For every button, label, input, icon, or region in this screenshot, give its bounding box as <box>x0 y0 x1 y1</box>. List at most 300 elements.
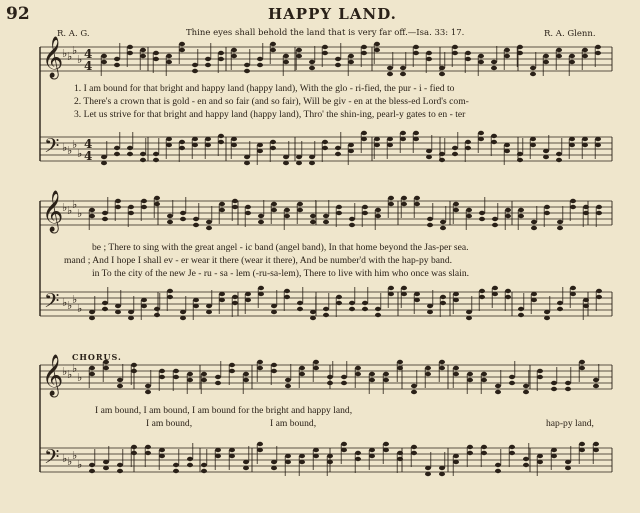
system1-treble-note <box>348 60 354 64</box>
system3-bass-note <box>579 448 585 452</box>
system2-treble-note <box>466 208 472 212</box>
system1-bass-note <box>114 146 120 150</box>
system3-treble-key-signature: ♭ <box>62 365 68 378</box>
system2-treble-note <box>128 205 134 209</box>
system3-treble-note <box>425 372 431 376</box>
system3-treble-note <box>397 360 403 364</box>
system3-bass-note <box>145 451 151 455</box>
system1-treble-note <box>335 57 341 61</box>
system1-bass-note <box>413 137 419 141</box>
system2-treble-note <box>414 196 420 200</box>
system2-bass-note <box>362 301 368 305</box>
system3-bass-note <box>397 457 403 461</box>
system1-bass-note <box>140 152 146 156</box>
system1-bass-note <box>257 149 263 153</box>
system1-treble-note <box>322 45 328 49</box>
system2-verse3: in To the city of the new Je - ru - sa - lem (-ru-sa-lem), There to live with him who once was slain. <box>92 268 470 279</box>
system2-bass-note <box>284 289 290 293</box>
system2-bass-note <box>570 292 576 296</box>
system1-bass-note <box>335 152 341 156</box>
system2-treble-note <box>245 205 251 209</box>
system3-treble-note <box>355 372 361 376</box>
system1-bass-note <box>244 155 250 159</box>
system2-treble-note <box>102 217 108 221</box>
system2-bass-note <box>583 298 589 302</box>
system2-bass-note <box>323 307 329 311</box>
system1-bass-note <box>283 161 289 165</box>
system2-treble-note <box>232 205 238 209</box>
system2-bass-note <box>427 310 433 314</box>
system1-treble-note <box>387 72 393 76</box>
system3-bass-note <box>117 469 123 473</box>
system3-bass-note <box>257 448 263 452</box>
system3-bass-note <box>313 454 319 458</box>
system3-bass-note <box>89 469 95 473</box>
system1-treble-note <box>192 69 198 73</box>
system2-treble-note <box>401 196 407 200</box>
system3-treble-note <box>495 390 501 394</box>
system2-bass-key-signature: ♭ <box>77 302 83 315</box>
system3-treble-note <box>159 375 165 379</box>
system3-bass-note <box>201 469 207 473</box>
system3-bass-key-signature: ♭ <box>77 458 83 471</box>
system3-bass-note <box>411 445 417 449</box>
system3-treble-note <box>551 387 557 391</box>
system2-treble-key-signature: ♭ <box>62 201 68 214</box>
system1-bass-note <box>465 146 471 150</box>
system1-bass-note <box>478 131 484 135</box>
system2-treble-note <box>154 196 160 200</box>
system1-treble-note <box>400 66 406 70</box>
system2-treble-note <box>440 226 446 230</box>
system1-bass-note <box>413 131 419 135</box>
system3-bass-note <box>467 445 473 449</box>
system1-treble-time-signature: 4 <box>84 59 93 73</box>
system1-treble-note <box>452 51 458 55</box>
system1-treble-key-signature: ♭ <box>62 47 68 60</box>
system3-treble-note <box>523 384 529 388</box>
system1-bass-note <box>569 137 575 141</box>
system3-bass-note <box>257 442 263 446</box>
system1-bass-note <box>361 137 367 141</box>
system2-bass-note <box>349 301 355 305</box>
system2-treble-note <box>362 211 368 215</box>
system2-bass-note <box>375 313 381 317</box>
system1-bass-note <box>322 140 328 144</box>
system2-treble-note <box>232 199 238 203</box>
system1-bass-note <box>426 149 432 153</box>
system1-treble-note <box>504 48 510 52</box>
system2-treble-note <box>206 220 212 224</box>
system3-treble-note <box>229 363 235 367</box>
system2-treble-key-signature: ♭ <box>72 198 78 211</box>
system1-bass-note <box>166 137 172 141</box>
system1-bass-note <box>504 149 510 153</box>
system2-bass-note <box>466 310 472 314</box>
system1-treble-note <box>140 54 146 58</box>
system1-treble-note <box>218 51 224 55</box>
system2-treble-note <box>531 220 537 224</box>
system2-treble-note <box>557 220 563 224</box>
system2-bass-note <box>284 295 290 299</box>
system1-treble-note <box>556 54 562 58</box>
system3-treble-note <box>355 366 361 370</box>
system1-treble-note <box>283 60 289 64</box>
system1-bass-note <box>153 152 159 156</box>
system3-treble-key-signature: ♭ <box>67 368 73 381</box>
system1-bass-note <box>582 137 588 141</box>
system3-bass-note <box>201 463 207 467</box>
system3-treble-note <box>313 360 319 364</box>
system2-bass-note <box>232 301 238 305</box>
system2-verse2: mand ; And I hope I shall ev - er wear it there (wear it there), And be number'd with the hap-py band. <box>64 255 453 266</box>
system3-bass-note <box>593 448 599 452</box>
system2-bass-note <box>167 289 173 293</box>
system1-bass-key-signature: ♭ <box>67 144 73 157</box>
system1-treble-note <box>127 45 133 49</box>
system3-bass-note <box>131 451 137 455</box>
system2-treble-note <box>388 202 394 206</box>
system2-treble-note <box>102 211 108 215</box>
system1-bass-note <box>400 131 406 135</box>
lyricist-credit: R. A. G. <box>57 29 90 39</box>
system2-bass-note <box>102 307 108 311</box>
system1-bass-clef: 𝄢 <box>44 134 60 162</box>
system2-treble-note <box>375 208 381 212</box>
system1-verse2: 2. There's a crown that is gold - en and so fair (and so fair), Will be giv - en at the bless-ed Lord's com- <box>74 96 469 107</box>
system2-bass-note <box>167 295 173 299</box>
system3-treble-note <box>425 366 431 370</box>
system2-bass-note <box>141 304 147 308</box>
system2-bass-note <box>310 310 316 314</box>
system3-bass-note <box>285 454 291 458</box>
system1-treble-note <box>439 66 445 70</box>
system3-treble-note <box>369 378 375 382</box>
system2-treble-note <box>115 205 121 209</box>
system2-treble-note <box>583 205 589 209</box>
system2-treble-note <box>141 205 147 209</box>
system3-treble-note <box>187 378 193 382</box>
system2-treble-note <box>596 205 602 209</box>
system3-treble-note <box>537 375 543 379</box>
system1-bass-note <box>478 137 484 141</box>
system2-treble-note <box>349 217 355 221</box>
system2-bass-note <box>440 295 446 299</box>
system3-treble-note <box>299 372 305 376</box>
system1-bass-note <box>439 158 445 162</box>
system2-treble-note <box>414 202 420 206</box>
system2-bass-note <box>427 304 433 308</box>
system2-bass-key-signature: ♭ <box>67 299 73 312</box>
system2-treble-note <box>544 211 550 215</box>
system1-treble-note <box>530 66 536 70</box>
system1-treble-note <box>296 54 302 58</box>
system2-bass-note <box>388 292 394 296</box>
system1-treble-key-signature: ♭ <box>67 50 73 63</box>
system3-treble-note <box>215 381 221 385</box>
system3-treble-note <box>187 372 193 376</box>
system1-treble-note <box>582 54 588 58</box>
system2-treble-note <box>349 223 355 227</box>
system1-bass-note <box>530 137 536 141</box>
system2-bass-note <box>570 286 576 290</box>
system3-bass-note <box>551 448 557 452</box>
system1-bass-note <box>426 155 432 159</box>
system1-bass-note <box>205 143 211 147</box>
system2-bass-note <box>336 295 342 299</box>
system1-bass-note <box>322 146 328 150</box>
system3-treble-note <box>145 390 151 394</box>
chorus-upper-lyrics: I am bound, I am bound, I am bound for the bright and happy land, <box>95 405 353 416</box>
system1-bass-note <box>491 134 497 138</box>
system2-treble-note <box>427 217 433 221</box>
system1-verse1: 1. I am bound for that bright and happy land (happy land), With the glo - ri-fied, the pur - i - fied to <box>74 83 455 94</box>
system2-treble-note <box>128 211 134 215</box>
chorus-label: CHORUS. <box>72 352 122 362</box>
system2-treble-note <box>427 223 433 227</box>
system2-treble-note <box>167 214 173 218</box>
system3-bass-note <box>103 460 109 464</box>
system1-bass-note <box>244 161 250 165</box>
system1-treble-note <box>530 72 536 76</box>
system1-treble-note <box>244 63 250 67</box>
system2-bass-note <box>219 292 225 296</box>
system1-bass-note <box>595 137 601 141</box>
system2-treble-note <box>479 217 485 221</box>
system3-bass-note <box>467 451 473 455</box>
system1-treble-note <box>374 42 380 46</box>
system3-treble-note <box>467 372 473 376</box>
system2-treble-note <box>271 202 277 206</box>
system3-treble-note <box>369 372 375 376</box>
system3-bass-note <box>229 454 235 458</box>
system3-bass-note <box>89 463 95 467</box>
system2-treble-note <box>375 214 381 218</box>
system3-bass-note <box>341 442 347 446</box>
system3-bass-note <box>439 466 445 470</box>
system2-bass-note <box>323 313 329 317</box>
system2-bass-note <box>115 310 121 314</box>
system2-treble-note <box>167 220 173 224</box>
system2-treble-note <box>284 208 290 212</box>
system2-bass-note <box>180 310 186 314</box>
system3-bass-note <box>173 469 179 473</box>
system1-treble-note <box>361 51 367 55</box>
system2-bass-note <box>258 292 264 296</box>
system2-bass-note <box>128 310 134 314</box>
system2-bass-note <box>362 307 368 311</box>
system3-treble-note <box>299 366 305 370</box>
system3-treble-note <box>453 366 459 370</box>
system3-bass-note <box>285 460 291 464</box>
system2-bass-note <box>557 307 563 311</box>
system1-bass-note <box>348 149 354 153</box>
system1-bass-note <box>205 137 211 141</box>
system1-bass-note <box>595 143 601 147</box>
system3-bass-note <box>537 454 543 458</box>
system2-treble-note <box>362 205 368 209</box>
system3-treble-note <box>89 366 95 370</box>
system2-treble-note <box>531 226 537 230</box>
system1-treble-note <box>491 60 497 64</box>
system3-bass-note <box>425 466 431 470</box>
system3-treble-note <box>229 369 235 373</box>
system2-bass-note <box>141 298 147 302</box>
system1-treble-note <box>465 51 471 55</box>
system3-bass-note <box>187 463 193 467</box>
system1-treble-note <box>192 63 198 67</box>
system2-treble-note <box>544 205 550 209</box>
system2-bass-note <box>479 289 485 293</box>
system3-treble-note <box>565 381 571 385</box>
system1-treble-note <box>101 54 107 58</box>
system2-bass-note <box>271 304 277 308</box>
system3-treble-note <box>173 375 179 379</box>
system2-bass-note <box>505 295 511 299</box>
system3-treble-note <box>565 387 571 391</box>
system3-treble-note <box>201 372 207 376</box>
system2-bass-note <box>232 295 238 299</box>
system3-bass-note <box>341 448 347 452</box>
system3-treble-note <box>215 375 221 379</box>
system1-treble-note <box>478 60 484 64</box>
system2-bass-note <box>557 301 563 305</box>
system3-bass-key-signature: ♭ <box>72 449 78 462</box>
system2-bass-note <box>206 304 212 308</box>
system1-bass-note <box>348 143 354 147</box>
system3-treble-note <box>509 381 515 385</box>
system2-bass-note <box>492 292 498 296</box>
system1-bass-note <box>569 143 575 147</box>
system1-treble-note <box>569 54 575 58</box>
system2-treble-note <box>193 217 199 221</box>
system3-treble-note <box>271 363 277 367</box>
system2-treble-note <box>297 202 303 206</box>
system2-treble-note <box>453 208 459 212</box>
system1-bass-note <box>270 146 276 150</box>
system3-treble-note <box>593 384 599 388</box>
system3-bass-note <box>243 466 249 470</box>
system3-treble-note <box>453 372 459 376</box>
system1-treble-note <box>270 48 276 52</box>
system1-bass-key-signature: ♭ <box>77 147 83 160</box>
system3-treble-note <box>537 369 543 373</box>
system2-treble-note <box>492 217 498 221</box>
system2-treble-note <box>115 199 121 203</box>
system1-treble-note <box>322 51 328 55</box>
system2-bass-note <box>583 304 589 308</box>
system2-treble-note <box>570 205 576 209</box>
system1-treble-note <box>114 57 120 61</box>
system1-bass-note <box>491 140 497 144</box>
system1-bass-note <box>114 152 120 156</box>
system1-treble-note <box>439 72 445 76</box>
system3-treble-note <box>117 384 123 388</box>
system3-bass-note <box>453 460 459 464</box>
system3-treble-note <box>341 381 347 385</box>
composer-credit: R. A. Glenn. <box>544 29 596 39</box>
system1-bass-note <box>296 155 302 159</box>
system2-bass-clef: 𝄢 <box>44 289 60 317</box>
system3-bass-note <box>579 442 585 446</box>
system3-bass-note <box>509 445 515 449</box>
system1-bass-note <box>192 143 198 147</box>
system1-treble-note <box>127 51 133 55</box>
system3-bass-note <box>565 466 571 470</box>
system1-treble-clef: 𝄞 <box>42 37 64 78</box>
system1-treble-note <box>543 60 549 64</box>
system1-bass-time-signature: 4 <box>84 137 93 151</box>
system3-bass-note <box>383 442 389 446</box>
system3-bass-note <box>495 469 501 473</box>
system2-treble-note <box>505 214 511 218</box>
system2-bass-note <box>466 316 472 320</box>
page-number: 92 <box>6 4 30 24</box>
system3-treble-note <box>145 384 151 388</box>
system3-bass-note <box>243 460 249 464</box>
system2-treble-note <box>271 208 277 212</box>
system3-bass-note <box>453 454 459 458</box>
system1-bass-note <box>335 146 341 150</box>
system1-treble-note <box>426 51 432 55</box>
system3-bass-note <box>509 451 515 455</box>
system2-bass-note <box>115 304 121 308</box>
system3-bass-note <box>369 454 375 458</box>
system1-treble-note <box>153 57 159 61</box>
system1-treble-note <box>387 66 393 70</box>
system1-bass-note <box>140 158 146 162</box>
system1-bass-note <box>296 161 302 165</box>
system1-bass-note <box>179 140 185 144</box>
system3-bass-note <box>159 448 165 452</box>
system1-treble-note <box>205 57 211 61</box>
system3-treble-note <box>327 381 333 385</box>
system3-bass-note <box>397 451 403 455</box>
system2-treble-note <box>479 211 485 215</box>
system2-bass-note <box>414 292 420 296</box>
system2-bass-note <box>336 301 342 305</box>
system3-bass-note <box>327 454 333 458</box>
system1-treble-note <box>517 51 523 55</box>
system1-treble-note <box>166 60 172 64</box>
system2-bass-note <box>245 292 251 296</box>
system1-bass-note <box>231 137 237 141</box>
system3-treble-note <box>257 366 263 370</box>
system2-treble-note <box>570 199 576 203</box>
system2-treble-note <box>310 214 316 218</box>
system2-bass-note <box>492 286 498 290</box>
system2-treble-note <box>518 208 524 212</box>
system1-bass-note <box>153 158 159 162</box>
system1-treble-key-signature: ♭ <box>72 44 78 57</box>
system3-treble-note <box>411 390 417 394</box>
system3-treble-note <box>551 381 557 385</box>
system3-treble-note <box>481 372 487 376</box>
system3-bass-note <box>383 448 389 452</box>
system3-bass-note <box>299 454 305 458</box>
system3-treble-note <box>495 384 501 388</box>
system2-treble-note <box>310 220 316 224</box>
system2-bass-note <box>271 310 277 314</box>
system3-bass-clef: 𝄢 <box>44 445 60 473</box>
system1-treble-note <box>231 48 237 52</box>
system1-bass-note <box>231 143 237 147</box>
system3-treble-note <box>103 366 109 370</box>
system1-treble-note <box>465 57 471 61</box>
system3-treble-note <box>285 378 291 382</box>
system2-treble-note <box>258 220 264 224</box>
system1-bass-note <box>218 140 224 144</box>
